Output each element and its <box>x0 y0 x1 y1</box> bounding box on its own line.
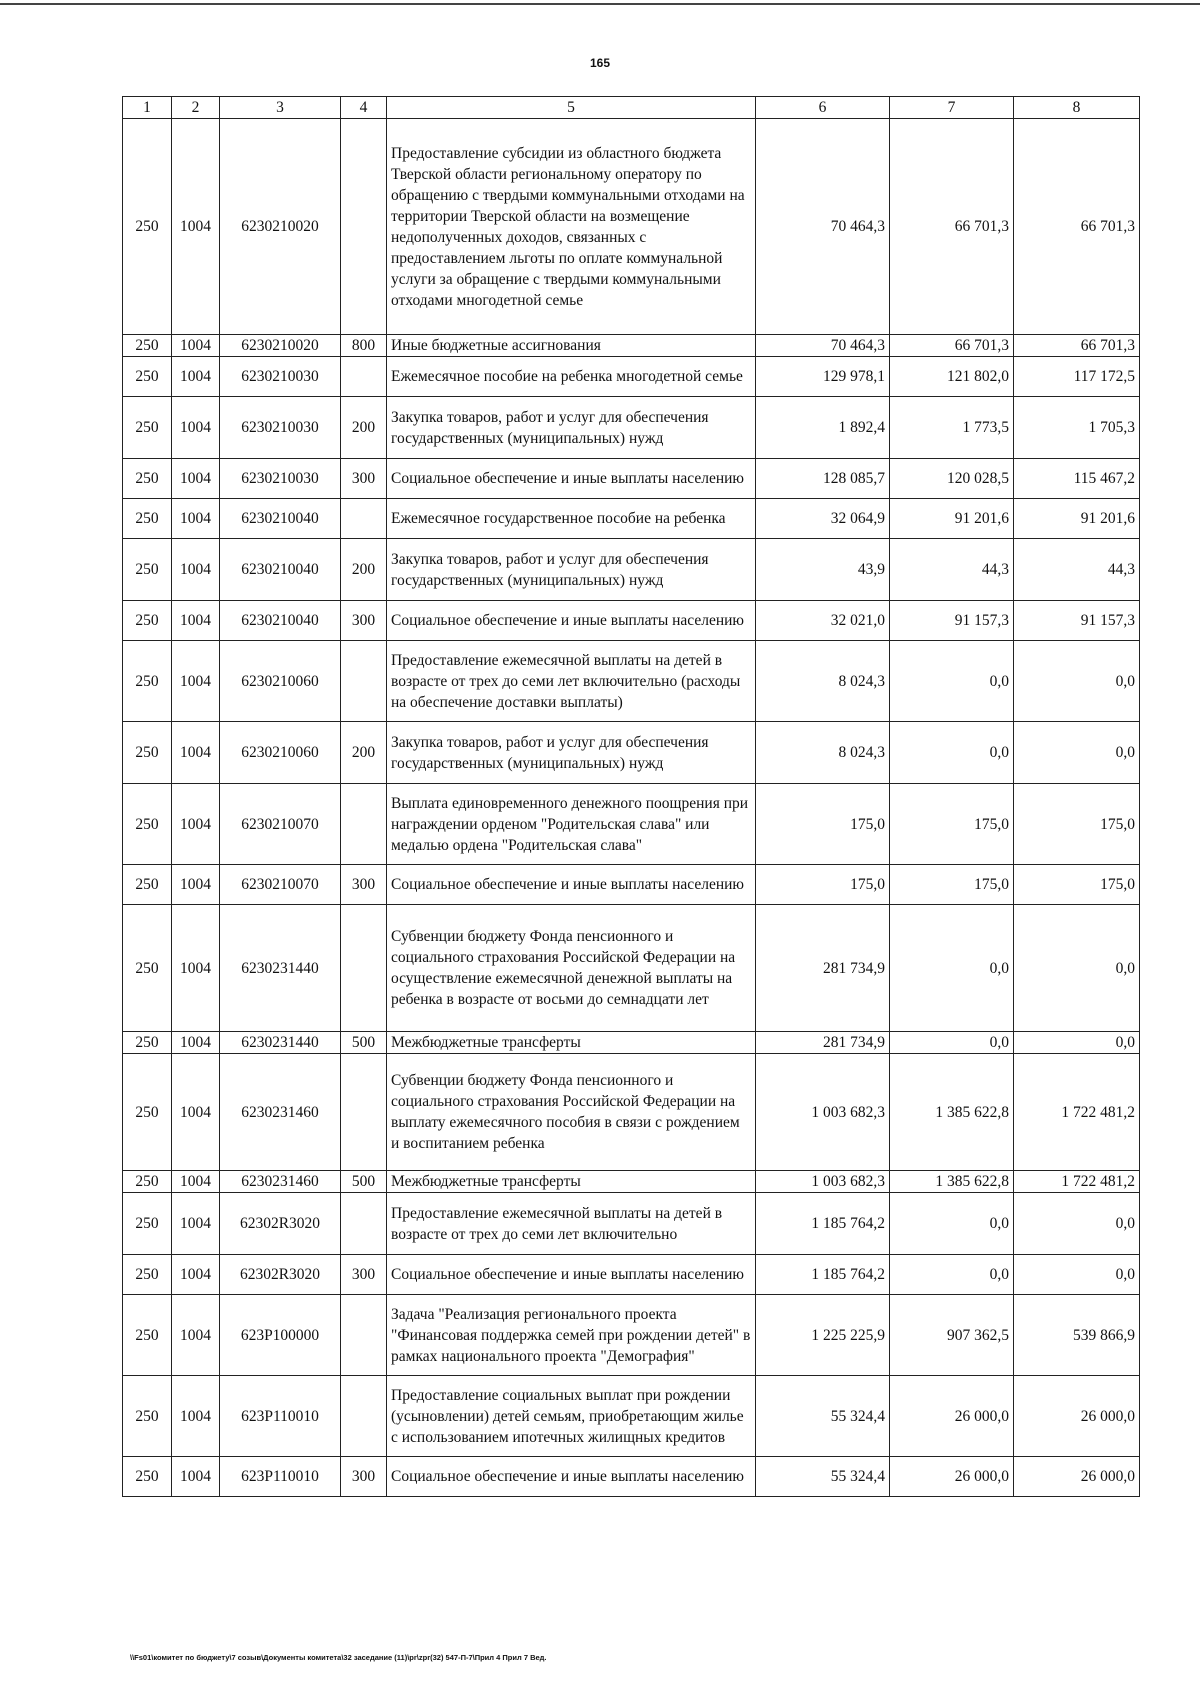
cell-amount-year2: 0,0 <box>890 1032 1014 1054</box>
cell-description: Закупка товаров, работ и услуг для обеспечения государственных (муниципальных) нужд <box>387 539 756 601</box>
cell-admin-code: 250 <box>123 397 172 459</box>
cell-admin-code: 250 <box>123 784 172 865</box>
cell-target-article: 6230210060 <box>220 641 341 722</box>
cell-amount-year2: 91 157,3 <box>890 601 1014 641</box>
cell-expense-type <box>341 357 387 397</box>
cell-section-code: 1004 <box>172 1054 220 1171</box>
cell-amount-year2: 0,0 <box>890 1255 1014 1295</box>
cell-description: Иные бюджетные ассигнования <box>387 335 756 357</box>
cell-section-code: 1004 <box>172 641 220 722</box>
col-header-8: 8 <box>1014 97 1140 119</box>
cell-amount-year3: 66 701,3 <box>1014 119 1140 335</box>
cell-description: Предоставление ежемесячной выплаты на детей в возрасте от трех до семи лет включительно <box>387 1193 756 1255</box>
cell-admin-code: 250 <box>123 499 172 539</box>
cell-target-article: 623P110010 <box>220 1457 341 1497</box>
page-number: 165 <box>589 56 611 70</box>
cell-section-code: 1004 <box>172 1457 220 1497</box>
table-row <box>123 397 1140 459</box>
table-row <box>123 1054 1140 1171</box>
cell-target-article: 6230210030 <box>220 397 341 459</box>
cell-section-code: 1004 <box>172 1295 220 1376</box>
cell-section-code: 1004 <box>172 357 220 397</box>
cell-amount-year3: 0,0 <box>1014 641 1140 722</box>
cell-description: Закупка товаров, работ и услуг для обеспечения государственных (муниципальных) нужд <box>387 397 756 459</box>
cell-description: Социальное обеспечение и иные выплаты населению <box>387 459 756 499</box>
file-path-footer: \\Fs01\комитет по бюджету\7 созыв\Документы комитета\32 заседание (11)\pr\zpr(32) 547-П-7\Прил 4 Прил 7 Вед. <box>130 1653 547 1662</box>
cell-admin-code: 250 <box>123 865 172 905</box>
cell-section-code: 1004 <box>172 1376 220 1457</box>
cell-target-article: 6230210070 <box>220 865 341 905</box>
col-header-5: 5 <box>387 97 756 119</box>
cell-section-code: 1004 <box>172 499 220 539</box>
cell-target-article: 6230210070 <box>220 784 341 865</box>
cell-expense-type: 800 <box>341 335 387 357</box>
cell-amount-year3: 1 722 481,2 <box>1014 1054 1140 1171</box>
cell-description: Социальное обеспечение и иные выплаты населению <box>387 865 756 905</box>
cell-expense-type: 200 <box>341 722 387 784</box>
cell-section-code: 1004 <box>172 601 220 641</box>
cell-section-code: 1004 <box>172 1171 220 1193</box>
table-row <box>123 1295 1140 1376</box>
table-row <box>123 1376 1140 1457</box>
cell-admin-code: 250 <box>123 601 172 641</box>
cell-description: Ежемесячное государственное пособие на ребенка <box>387 499 756 539</box>
cell-expense-type <box>341 1193 387 1255</box>
col-header-2: 2 <box>172 97 220 119</box>
cell-target-article: 6230210020 <box>220 119 341 335</box>
cell-admin-code: 250 <box>123 722 172 784</box>
cell-amount-year2: 26 000,0 <box>890 1457 1014 1497</box>
cell-section-code: 1004 <box>172 784 220 865</box>
cell-target-article: 6230210030 <box>220 357 341 397</box>
table-body <box>123 119 1140 1497</box>
cell-amount-year2: 66 701,3 <box>890 119 1014 335</box>
cell-amount-year1: 1 003 682,3 <box>756 1171 890 1193</box>
table-row <box>123 119 1140 335</box>
cell-expense-type: 200 <box>341 539 387 601</box>
cell-amount-year2: 66 701,3 <box>890 335 1014 357</box>
table-row <box>123 865 1140 905</box>
cell-expense-type <box>341 1295 387 1376</box>
cell-amount-year3: 0,0 <box>1014 1193 1140 1255</box>
cell-amount-year3: 1 705,3 <box>1014 397 1140 459</box>
cell-admin-code: 250 <box>123 459 172 499</box>
cell-amount-year1: 55 324,4 <box>756 1376 890 1457</box>
cell-section-code: 1004 <box>172 397 220 459</box>
cell-description: Предоставление субсидии из областного бюджета Тверской области региональному оператору по обращению с твердыми коммунальными отходами на территории Тверской области на возмещение недополученных доходов, связанных с предоставлением льготы по оплате коммунальной услуги за обращение с твердыми коммунальными отходами многодетной семье <box>387 119 756 335</box>
table-row <box>123 357 1140 397</box>
cell-amount-year2: 120 028,5 <box>890 459 1014 499</box>
cell-description: Субвенции бюджету Фонда пенсионного и социального страхования Российской Федерации на осуществление ежемесячной денежной выплаты на ребенка в возрасте от восьми до семнадцати лет <box>387 905 756 1032</box>
cell-expense-type <box>341 119 387 335</box>
cell-description: Выплата единовременного денежного поощрения при награждении орденом "Родительская слава" или медалью ордена "Родительская слава" <box>387 784 756 865</box>
cell-amount-year3: 117 172,5 <box>1014 357 1140 397</box>
cell-amount-year1: 1 892,4 <box>756 397 890 459</box>
cell-target-article: 6230210040 <box>220 539 341 601</box>
cell-target-article: 6230231460 <box>220 1054 341 1171</box>
cell-target-article: 6230231460 <box>220 1171 341 1193</box>
cell-amount-year3: 0,0 <box>1014 905 1140 1032</box>
cell-description: Ежемесячное пособие на ребенка многодетной семье <box>387 357 756 397</box>
cell-amount-year3: 91 201,6 <box>1014 499 1140 539</box>
cell-amount-year2: 121 802,0 <box>890 357 1014 397</box>
cell-description: Предоставление социальных выплат при рождении (усыновлении) детей семьям, приобретающим жилье с использованием ипотечных жилищных кредитов <box>387 1376 756 1457</box>
cell-section-code: 1004 <box>172 1032 220 1054</box>
cell-admin-code: 250 <box>123 335 172 357</box>
cell-admin-code: 250 <box>123 1032 172 1054</box>
cell-amount-year2: 44,3 <box>890 539 1014 601</box>
cell-target-article: 6230210040 <box>220 601 341 641</box>
cell-amount-year1: 43,9 <box>756 539 890 601</box>
cell-admin-code: 250 <box>123 905 172 1032</box>
cell-amount-year2: 1 773,5 <box>890 397 1014 459</box>
cell-amount-year1: 70 464,3 <box>756 119 890 335</box>
cell-expense-type: 500 <box>341 1032 387 1054</box>
cell-amount-year1: 8 024,3 <box>756 722 890 784</box>
cell-amount-year2: 175,0 <box>890 865 1014 905</box>
cell-section-code: 1004 <box>172 119 220 335</box>
table-row <box>123 499 1140 539</box>
table-row <box>123 1171 1140 1193</box>
cell-expense-type <box>341 1054 387 1171</box>
table-row <box>123 539 1140 601</box>
cell-admin-code: 250 <box>123 1376 172 1457</box>
cell-expense-type <box>341 641 387 722</box>
cell-admin-code: 250 <box>123 641 172 722</box>
cell-expense-type: 300 <box>341 459 387 499</box>
table-row <box>123 905 1140 1032</box>
cell-description: Субвенции бюджету Фонда пенсионного и социального страхования Российской Федерации на выплату ежемесячного пособия в связи с рождением и воспитанием ребенка <box>387 1054 756 1171</box>
cell-amount-year2: 1 385 622,8 <box>890 1054 1014 1171</box>
table-row <box>123 1032 1140 1054</box>
scan-top-edge <box>0 3 1200 5</box>
cell-admin-code: 250 <box>123 357 172 397</box>
cell-section-code: 1004 <box>172 905 220 1032</box>
cell-amount-year2: 0,0 <box>890 641 1014 722</box>
cell-admin-code: 250 <box>123 119 172 335</box>
cell-amount-year3: 44,3 <box>1014 539 1140 601</box>
cell-section-code: 1004 <box>172 722 220 784</box>
cell-amount-year1: 1 185 764,2 <box>756 1255 890 1295</box>
cell-admin-code: 250 <box>123 1054 172 1171</box>
cell-amount-year1: 129 978,1 <box>756 357 890 397</box>
cell-amount-year1: 281 734,9 <box>756 905 890 1032</box>
cell-amount-year3: 91 157,3 <box>1014 601 1140 641</box>
table-row <box>123 1193 1140 1255</box>
cell-target-article: 6230210040 <box>220 499 341 539</box>
cell-amount-year3: 66 701,3 <box>1014 335 1140 357</box>
cell-expense-type <box>341 784 387 865</box>
cell-amount-year1: 175,0 <box>756 784 890 865</box>
col-header-6: 6 <box>756 97 890 119</box>
col-header-7: 7 <box>890 97 1014 119</box>
cell-amount-year2: 175,0 <box>890 784 1014 865</box>
cell-target-article: 62302R3020 <box>220 1255 341 1295</box>
col-header-3: 3 <box>220 97 341 119</box>
cell-amount-year2: 1 385 622,8 <box>890 1171 1014 1193</box>
cell-amount-year2: 91 201,6 <box>890 499 1014 539</box>
cell-amount-year2: 907 362,5 <box>890 1295 1014 1376</box>
cell-description: Предоставление ежемесячной выплаты на детей в возрасте от трех до семи лет включительно (расходы на обеспечение доставки выплаты) <box>387 641 756 722</box>
table-row <box>123 601 1140 641</box>
cell-expense-type: 300 <box>341 1255 387 1295</box>
cell-amount-year2: 0,0 <box>890 1193 1014 1255</box>
cell-amount-year1: 175,0 <box>756 865 890 905</box>
cell-admin-code: 250 <box>123 1255 172 1295</box>
cell-section-code: 1004 <box>172 539 220 601</box>
cell-expense-type: 300 <box>341 601 387 641</box>
cell-amount-year3: 0,0 <box>1014 1032 1140 1054</box>
cell-expense-type <box>341 905 387 1032</box>
cell-amount-year3: 175,0 <box>1014 784 1140 865</box>
cell-section-code: 1004 <box>172 865 220 905</box>
cell-expense-type: 300 <box>341 1457 387 1497</box>
table-row <box>123 335 1140 357</box>
cell-amount-year2: 26 000,0 <box>890 1376 1014 1457</box>
cell-expense-type: 500 <box>341 1171 387 1193</box>
table-row <box>123 722 1140 784</box>
cell-target-article: 6230210060 <box>220 722 341 784</box>
cell-description: Социальное обеспечение и иные выплаты населению <box>387 1457 756 1497</box>
cell-amount-year1: 1 185 764,2 <box>756 1193 890 1255</box>
cell-amount-year3: 1 722 481,2 <box>1014 1171 1140 1193</box>
cell-description: Закупка товаров, работ и услуг для обеспечения государственных (муниципальных) нужд <box>387 722 756 784</box>
cell-amount-year1: 70 464,3 <box>756 335 890 357</box>
cell-description: Межбюджетные трансферты <box>387 1032 756 1054</box>
col-header-1: 1 <box>123 97 172 119</box>
cell-amount-year1: 1 225 225,9 <box>756 1295 890 1376</box>
cell-amount-year1: 32 064,9 <box>756 499 890 539</box>
cell-admin-code: 250 <box>123 539 172 601</box>
cell-section-code: 1004 <box>172 1255 220 1295</box>
cell-amount-year2: 0,0 <box>890 905 1014 1032</box>
table-row <box>123 459 1140 499</box>
cell-target-article: 6230210020 <box>220 335 341 357</box>
header-row <box>123 97 1140 119</box>
cell-admin-code: 250 <box>123 1295 172 1376</box>
cell-expense-type: 200 <box>341 397 387 459</box>
cell-description: Задача "Реализация регионального проекта "Финансовая поддержка семей при рождении детей" в рамках национального проекта "Демография" <box>387 1295 756 1376</box>
cell-amount-year3: 26 000,0 <box>1014 1376 1140 1457</box>
cell-description: Социальное обеспечение и иные выплаты населению <box>387 1255 756 1295</box>
cell-target-article: 623P100000 <box>220 1295 341 1376</box>
cell-amount-year3: 115 467,2 <box>1014 459 1140 499</box>
cell-target-article: 6230210030 <box>220 459 341 499</box>
cell-amount-year3: 539 866,9 <box>1014 1295 1140 1376</box>
cell-amount-year1: 1 003 682,3 <box>756 1054 890 1171</box>
cell-expense-type: 300 <box>341 865 387 905</box>
table-row <box>123 641 1140 722</box>
cell-section-code: 1004 <box>172 335 220 357</box>
cell-amount-year3: 0,0 <box>1014 1255 1140 1295</box>
cell-amount-year1: 32 021,0 <box>756 601 890 641</box>
cell-amount-year2: 0,0 <box>890 722 1014 784</box>
cell-target-article: 6230231440 <box>220 905 341 1032</box>
table-row <box>123 1457 1140 1497</box>
cell-admin-code: 250 <box>123 1193 172 1255</box>
table-row <box>123 1255 1140 1295</box>
cell-description: Социальное обеспечение и иные выплаты населению <box>387 601 756 641</box>
cell-amount-year1: 8 024,3 <box>756 641 890 722</box>
cell-target-article: 623P110010 <box>220 1376 341 1457</box>
cell-section-code: 1004 <box>172 459 220 499</box>
cell-amount-year3: 175,0 <box>1014 865 1140 905</box>
cell-target-article: 6230231440 <box>220 1032 341 1054</box>
cell-admin-code: 250 <box>123 1171 172 1193</box>
cell-amount-year3: 26 000,0 <box>1014 1457 1140 1497</box>
cell-description: Межбюджетные трансферты <box>387 1171 756 1193</box>
cell-expense-type <box>341 1376 387 1457</box>
cell-admin-code: 250 <box>123 1457 172 1497</box>
cell-expense-type <box>341 499 387 539</box>
cell-amount-year1: 55 324,4 <box>756 1457 890 1497</box>
cell-amount-year3: 0,0 <box>1014 722 1140 784</box>
col-header-4: 4 <box>341 97 387 119</box>
cell-section-code: 1004 <box>172 1193 220 1255</box>
budget-table <box>122 96 1140 1497</box>
cell-target-article: 62302R3020 <box>220 1193 341 1255</box>
cell-amount-year1: 128 085,7 <box>756 459 890 499</box>
table-row <box>123 784 1140 865</box>
cell-amount-year1: 281 734,9 <box>756 1032 890 1054</box>
